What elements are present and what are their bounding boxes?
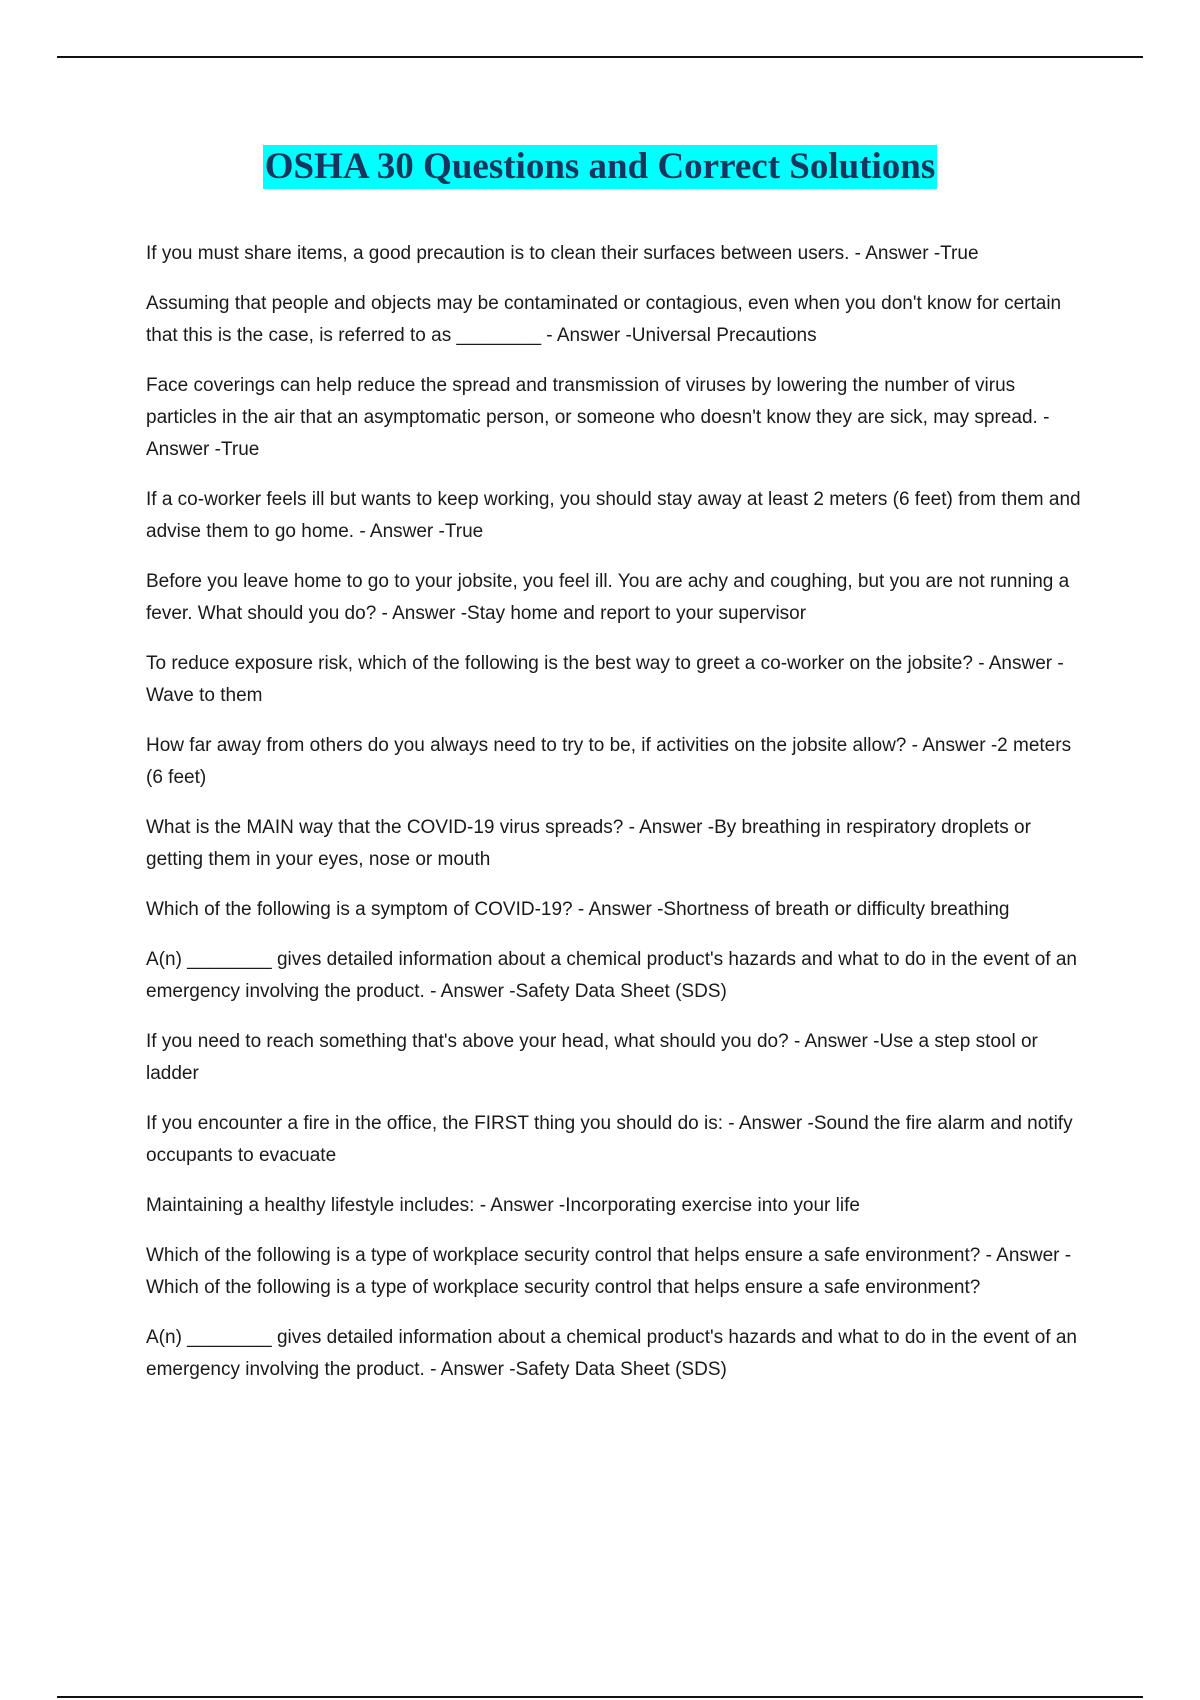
document-title: OSHA 30 Questions and Correct Solutions	[264, 146, 936, 187]
qa-item: To reduce exposure risk, which of the following is the best way to greet a co-worker on the jobsite? - Answer -Wave to them	[146, 653, 1064, 706]
qa-item: A(n) ________ gives detailed information about a chemical product's hazards and what to do in the event of an emergency involving the product. - Answer -Safety Data Sheet (SDS)	[146, 949, 1077, 1002]
top-rule	[57, 56, 1143, 58]
qa-list	[146, 238, 1091, 1404]
qa-item: If you must share items, a good precaution is to clean their surfaces between users. - Answer -True	[146, 243, 979, 264]
qa-item: Assuming that people and objects may be contaminated or contagious, even when you don't know for certain that this is the case, is referred to as ________ - Answer -Universal Precautions	[146, 293, 1062, 346]
qa-item: Before you leave home to go to your jobsite, you feel ill. You are achy and coughing, but you are not running a fever. What should you do? - Answer -Stay home and report to your supervisor	[146, 571, 1070, 624]
qa-item: How far away from others do you always need to try to be, if activities on the jobsite allow? - Answer -2 meters (6 feet)	[146, 735, 1072, 788]
qa-item: If you need to reach something that's above your head, what should you do? - Answer -Use a step stool or ladder	[146, 1031, 1038, 1084]
qa-item: If you encounter a fire in the office, the FIRST thing you should do is: - Answer -Sound the fire alarm and notify occupants to evacuate	[146, 1113, 1073, 1166]
qa-item: A(n) ________ gives detailed information about a chemical product's hazards and what to do in the event of an emergency involving the product. - Answer -Safety Data Sheet (SDS)	[146, 1327, 1077, 1380]
qa-item: Face coverings can help reduce the spread and transmission of viruses by lowering the number of virus particles in the air that an asymptomatic person, or someone who doesn't know they are sick, may spread. - Answer -True	[146, 375, 1050, 460]
qa-item: If a co-worker feels ill but wants to keep working, you should stay away at least 2 meters (6 feet) from them and advise them to go home. - Answer -True	[146, 489, 1081, 542]
title-block	[0, 145, 1200, 189]
bottom-rule	[57, 1696, 1143, 1698]
qa-item: Which of the following is a symptom of COVID-19? - Answer -Shortness of breath or difficulty breathing	[146, 899, 1010, 920]
qa-item: Which of the following is a type of workplace security control that helps ensure a safe environment? - Answer -Which of the following is a type of workplace security control that helps ensure a safe environment?	[146, 1245, 1072, 1298]
qa-item: What is the MAIN way that the COVID-19 virus spreads? - Answer -By breathing in respiratory droplets or getting them in your eyes, nose or mouth	[146, 817, 1031, 870]
qa-item: Maintaining a healthy lifestyle includes: - Answer -Incorporating exercise into your life	[146, 1195, 860, 1216]
